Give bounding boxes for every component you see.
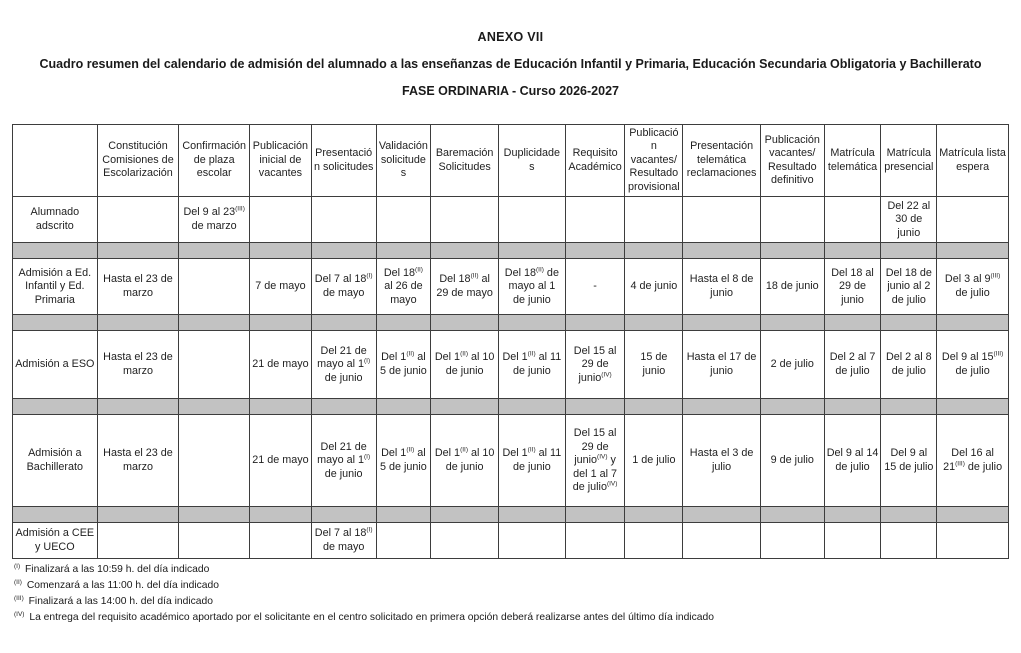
separator-row: [13, 315, 1009, 331]
separator-cell: [250, 399, 312, 415]
table-cell: [431, 523, 499, 559]
footnote-marker: (III): [14, 594, 24, 602]
corner-cell: [13, 125, 98, 197]
table-cell: [250, 197, 312, 243]
table-cell: Del 16 al $21^{(III)}$ de julio: [937, 415, 1009, 507]
footnote-marker: (I): [363, 357, 371, 365]
footnote-marker: (III): [235, 205, 245, 213]
separator-cell: [499, 243, 566, 259]
separator-cell: [250, 315, 312, 331]
header-row: [13, 125, 1009, 197]
separator-cell: [881, 243, 937, 259]
column-header: Publicación inicial de vacantes: [250, 125, 312, 197]
separator-cell: [179, 315, 250, 331]
separator-cell: [499, 315, 566, 331]
footnote-marker: (II): [406, 350, 415, 358]
separator-cell: [565, 243, 625, 259]
column-header: Duplicidades: [499, 125, 566, 197]
separator-row: [13, 507, 1009, 523]
table-cell: Hasta el 8 de junio: [683, 259, 761, 315]
table-cell: Hasta el 23 de marzo: [97, 331, 179, 399]
table-cell: [179, 523, 250, 559]
separator-cell: [881, 315, 937, 331]
table-cell: Del $1^{(II)}$ al 10 de junio: [431, 331, 499, 399]
table-cell: Del $1^{(II)}$ al 11 de junio: [499, 331, 566, 399]
footnotes: [14, 563, 1021, 625]
footnote-marker: (IV): [14, 610, 25, 618]
separator-cell: [13, 315, 98, 331]
separator-cell: [760, 243, 824, 259]
table-cell: [97, 523, 179, 559]
table-cell: [625, 197, 683, 243]
footnote-marker: (II): [535, 266, 544, 274]
table-cell: 2 de julio: [760, 331, 824, 399]
footnote-marker: (III): [955, 460, 965, 468]
footnote-marker: (III): [993, 350, 1004, 358]
separator-cell: [376, 243, 431, 259]
separator-cell: [824, 315, 881, 331]
table-cell: [625, 523, 683, 559]
table-cell: [179, 331, 250, 399]
row-label: Admisión a Bachillerato: [13, 415, 98, 507]
table-cell: 21 de mayo: [250, 331, 312, 399]
column-header: Constitución Comisiones de Escolarización: [97, 125, 179, 197]
column-header: Matrícula presencial: [881, 125, 937, 197]
separator-cell: [311, 315, 376, 331]
table-cell: 21 de mayo: [250, 415, 312, 507]
table-cell: Del 2 al 7 de julio: [824, 331, 881, 399]
table-cell: 15 de junio: [625, 331, 683, 399]
table-cell: [760, 197, 824, 243]
separator-cell: [683, 243, 761, 259]
column-header: Matrícula telemática: [824, 125, 881, 197]
footnote-marker: (I): [366, 526, 373, 534]
table-cell: [760, 523, 824, 559]
separator-cell: [937, 243, 1009, 259]
table-cell: Del $1^{(II)}$ al 5 de junio: [376, 415, 431, 507]
separator-cell: [311, 243, 376, 259]
admission-calendar-table: [12, 124, 1009, 559]
table-cell: 1 de julio: [625, 415, 683, 507]
table-cell: [431, 197, 499, 243]
document-title: Cuadro resumen del calendario de admisión del alumnado a las enseñanzas de Educación Infantil y Primaria, Educación Secundaria Obligatoria y Bachillerato: [39, 57, 982, 71]
table-cell: 9 de julio: [760, 415, 824, 507]
table-body: [13, 197, 1009, 559]
separator-cell: [97, 315, 179, 331]
table-cell: -: [565, 259, 625, 315]
table-cell: Del 22 al 30 de junio: [881, 197, 937, 243]
table-cell: [376, 197, 431, 243]
table-cell: [250, 523, 312, 559]
footnote-marker: (I): [363, 453, 371, 461]
separator-cell: [13, 243, 98, 259]
column-header: Publicación vacantes/ Resultado definitivo: [760, 125, 824, 197]
table-cell: Del $1^{(II)}$ al 11 de junio: [499, 415, 566, 507]
separator-cell: [311, 507, 376, 523]
separator-cell: [376, 315, 431, 331]
table-cell: [881, 523, 937, 559]
footnote: $^{(I)}$ Finalizará a las 10:59 h. del día indicado: [14, 563, 210, 576]
footnote-marker: (II): [415, 266, 423, 274]
footnote: $^{(IV)}$ La entrega del requisito académico aportado por el solicitante en el centro solicitado en primera opción deberá realizarse antes del último día indicado: [14, 610, 714, 624]
column-header: Presentación solicitudes: [311, 125, 376, 197]
table-cell: [824, 523, 881, 559]
footnote-marker: (II): [527, 446, 536, 454]
table-cell: [565, 523, 625, 559]
table-cell: Del $18^{(II)}$ al 26 de mayo: [376, 259, 431, 315]
separator-cell: [97, 507, 179, 523]
separator-cell: [760, 315, 824, 331]
table-cell: [179, 415, 250, 507]
separator-cell: [937, 507, 1009, 523]
table-cell: Hasta el 23 de marzo: [97, 259, 179, 315]
footnote-marker: (II): [470, 272, 479, 280]
table-cell: Del $18^{(II)}$ de mayo al 1 de junio: [499, 259, 566, 315]
separator-cell: [13, 507, 98, 523]
separator-cell: [565, 507, 625, 523]
separator-cell: [824, 243, 881, 259]
separator-cell: [499, 507, 566, 523]
table-cell: Del 7 al $18^{(I)}$ de mayo: [311, 523, 376, 559]
column-header: Matrícula lista espera: [937, 125, 1009, 197]
separator-cell: [97, 243, 179, 259]
footnote-marker: (II): [527, 350, 536, 358]
table-cell: Del 18 de junio al 2 de julio: [881, 259, 937, 315]
separator-cell: [179, 243, 250, 259]
column-header: Validación solicitudes: [376, 125, 431, 197]
footnote-marker: (II): [460, 350, 469, 358]
table-cell: Del $1^{(II)}$ al 5 de junio: [376, 331, 431, 399]
row-label: Admisión a Ed. Infantil y Ed. Primaria: [13, 259, 98, 315]
column-header: Requisito Académico: [565, 125, 625, 197]
table-cell: [311, 197, 376, 243]
footnote-marker: (II): [460, 446, 469, 454]
table-cell: [565, 197, 625, 243]
separator-cell: [431, 399, 499, 415]
table-row: [13, 259, 1009, 315]
table-cell: Del 9 al 15 de julio: [881, 415, 937, 507]
table-cell: Del 9 al $15^{(III)}$ de julio: [937, 331, 1009, 399]
footnote-marker: (II): [14, 578, 22, 586]
separator-cell: [250, 507, 312, 523]
separator-cell: [824, 507, 881, 523]
footnote-marker: (IV): [601, 371, 612, 379]
document-header: [0, 0, 1021, 98]
row-label: Admisión a CEE y UECO: [13, 523, 98, 559]
separator-cell: [760, 507, 824, 523]
table-row: [13, 197, 1009, 243]
separator-cell: [683, 315, 761, 331]
table-cell: [683, 523, 761, 559]
table-cell: Hasta el 3 de julio: [683, 415, 761, 507]
table-cell: Del $18^{(II)}$ al 29 de mayo: [431, 259, 499, 315]
separator-cell: [431, 315, 499, 331]
phase-subtitle: FASE ORDINARIA - Curso 2026-2027: [402, 84, 619, 98]
column-header: Publicación vacantes/ Resultado provisional: [625, 125, 683, 197]
separator-cell: [311, 399, 376, 415]
table-cell: Del 15 al 29 de junio$^{(IV)}$: [565, 331, 625, 399]
separator-cell: [625, 315, 683, 331]
column-header: Baremación Solicitudes: [431, 125, 499, 197]
row-label: Admisión a ESO: [13, 331, 98, 399]
table-cell: [683, 197, 761, 243]
separator-cell: [824, 399, 881, 415]
separator-cell: [250, 243, 312, 259]
table-cell: [937, 197, 1009, 243]
table-cell: [179, 259, 250, 315]
table-cell: 4 de junio: [625, 259, 683, 315]
separator-cell: [881, 399, 937, 415]
table-cell: [376, 523, 431, 559]
column-header: Presentación telemática reclamaciones: [683, 125, 761, 197]
table-cell: Del 3 al $9^{(III)}$ de julio: [937, 259, 1009, 315]
separator-cell: [937, 399, 1009, 415]
column-header: Confirmación de plaza escolar: [179, 125, 250, 197]
separator-cell: [565, 315, 625, 331]
table-cell: Del 21 de mayo al $1^{(I)}$ de junio: [311, 415, 376, 507]
separator-cell: [683, 399, 761, 415]
separator-cell: [625, 243, 683, 259]
footnote-marker: (IV): [597, 453, 608, 461]
table-cell: [97, 197, 179, 243]
table-cell: [937, 523, 1009, 559]
table-cell: Del 9 al 14 de julio: [824, 415, 881, 507]
separator-cell: [625, 507, 683, 523]
table-cell: Hasta el 17 de junio: [683, 331, 761, 399]
footnote-marker: (I): [14, 563, 21, 570]
footnote: $^{(II)}$ Comenzará a las 11:00 h. del día indicado: [14, 578, 219, 592]
separator-cell: [937, 315, 1009, 331]
table-cell: Del 9 al $23^{(III)}$ de marzo: [179, 197, 250, 243]
annex-title: ANEXO VII: [477, 30, 544, 44]
separator-cell: [565, 399, 625, 415]
table-cell: Del 2 al 8 de julio: [881, 331, 937, 399]
table-cell: [499, 523, 566, 559]
table-cell: Del 7 al $18^{(I)}$ de mayo: [311, 259, 376, 315]
separator-row: [13, 243, 1009, 259]
table-row: [13, 523, 1009, 559]
separator-cell: [431, 507, 499, 523]
table-cell: Del $1^{(II)}$ al 10 de junio: [431, 415, 499, 507]
separator-cell: [625, 399, 683, 415]
table-cell: [824, 197, 881, 243]
separator-cell: [499, 399, 566, 415]
table-cell: 7 de mayo: [250, 259, 312, 315]
table-cell: [499, 197, 566, 243]
separator-cell: [376, 399, 431, 415]
separator-cell: [13, 399, 98, 415]
separator-cell: [97, 399, 179, 415]
table-row: [13, 415, 1009, 507]
separator-cell: [760, 399, 824, 415]
separator-cell: [179, 507, 250, 523]
separator-cell: [683, 507, 761, 523]
separator-cell: [179, 399, 250, 415]
separator-cell: [881, 507, 937, 523]
footnote-marker: (III): [990, 272, 1001, 280]
table-cell: Del 18 al 29 de junio: [824, 259, 881, 315]
table-cell: Hasta el 23 de marzo: [97, 415, 179, 507]
table-cell: 18 de junio: [760, 259, 824, 315]
footnote-marker: (I): [366, 272, 373, 280]
table-cell: Del 21 de mayo al $1^{(I)}$ de junio: [311, 331, 376, 399]
separator-cell: [376, 507, 431, 523]
footnote-marker: (II): [406, 446, 415, 454]
footnote: $^{(III)}$ Finalizará a las 14:00 h. del día indicado: [14, 594, 213, 608]
footnote-marker: (IV): [606, 480, 618, 488]
separator-cell: [431, 243, 499, 259]
table-cell: Del 15 al 29 de junio$^{(IV)}$ y del 1 al 7 de julio$^{(IV)}$: [565, 415, 625, 507]
row-label: Alumnado adscrito: [13, 197, 98, 243]
table-row: [13, 331, 1009, 399]
separator-row: [13, 399, 1009, 415]
